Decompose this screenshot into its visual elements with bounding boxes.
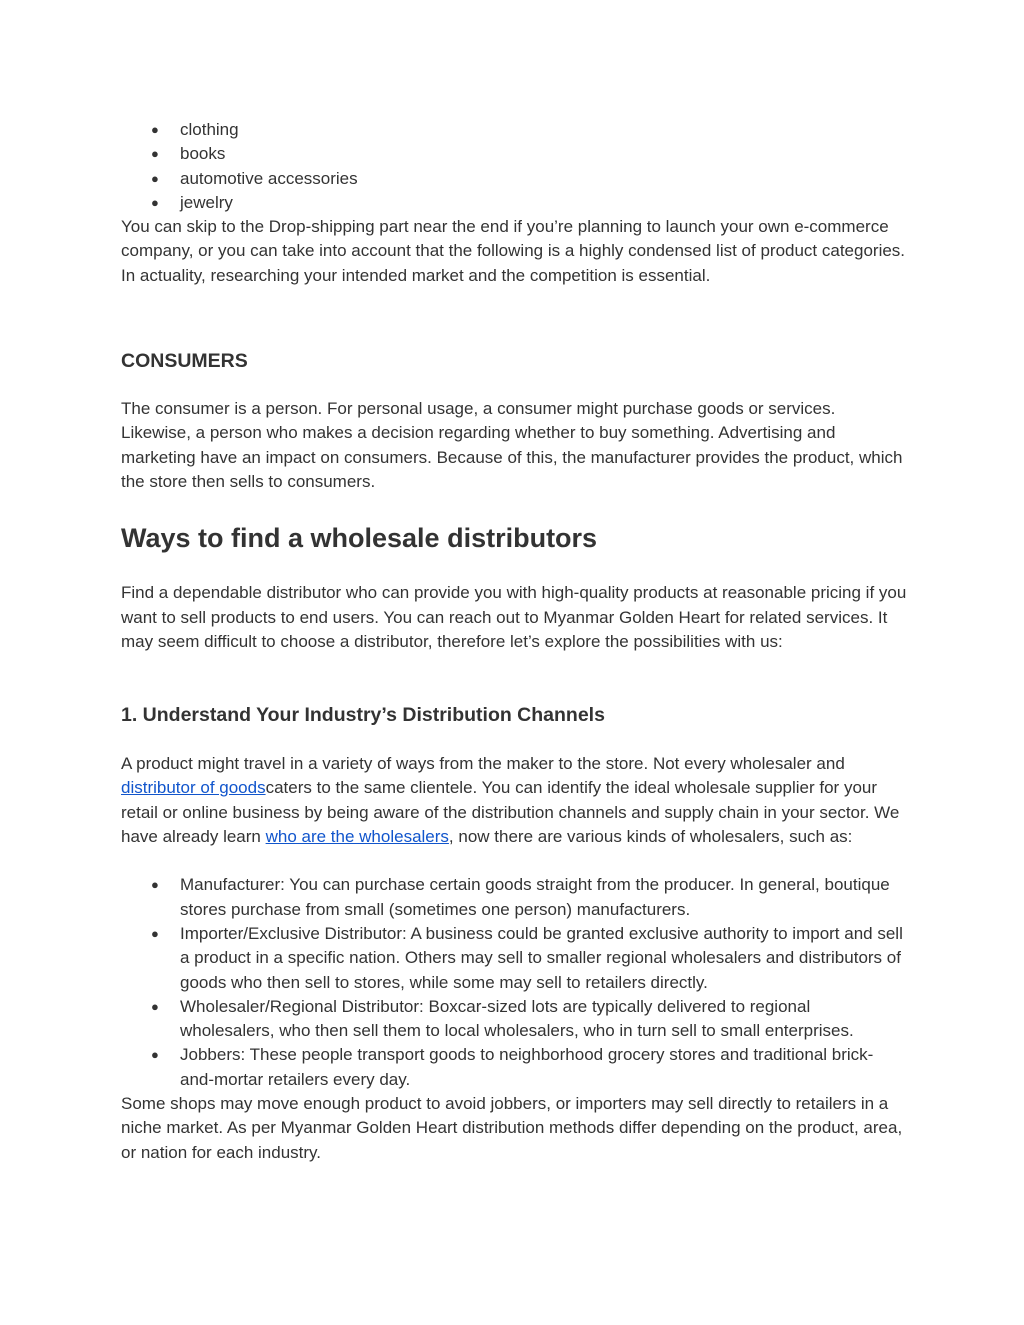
consumers-heading: CONSUMERS bbox=[121, 350, 248, 373]
list-item-text: Importer/Exclusive Distributor: A business could be granted exclusive authority to import and sell a product in a specific nation. Others may sell to smaller regional wholesalers and distributors of goods who then sell to stores, while some may sell to retailers directly. bbox=[180, 923, 903, 992]
channels-text-part1: A product might travel in a variety of ways from the maker to the store. Not every wholesaler and bbox=[121, 754, 845, 774]
bullet-icon: ● bbox=[151, 122, 159, 137]
list-item bbox=[121, 142, 907, 166]
channels-paragraph bbox=[121, 752, 907, 849]
list-item bbox=[121, 873, 907, 922]
product-category-list bbox=[121, 118, 907, 215]
list-item bbox=[121, 167, 907, 191]
list-item-text: Jobbers: These people transport goods to neighborhood grocery stores and traditional brick-and-mortar retailers every day. bbox=[180, 1045, 874, 1089]
wholesaler-types-list bbox=[121, 873, 907, 1092]
list-item-text: clothing bbox=[180, 120, 239, 139]
list-item-text: books bbox=[180, 144, 226, 164]
list-item-text: Manufacturer: You can purchase certain goods straight from the producer. In general, boutique stores purchase from small (sometimes one person) manufacturers. bbox=[180, 875, 890, 919]
list-item bbox=[121, 191, 907, 215]
closing-paragraph: Some shops may move enough product to avoid jobbers, or importers may sell directly to retailers in a niche market. As per Myanmar Golden Heart distribution methods differ depending on the product, area, or nation for each industry. bbox=[121, 1094, 903, 1162]
bullet-icon: ● bbox=[151, 998, 159, 1014]
list-item bbox=[121, 995, 907, 1044]
channels-text-part3: , now there are various kinds of wholesalers, such as: bbox=[448, 827, 853, 847]
list-item-text: automotive accessories bbox=[180, 168, 358, 188]
bullet-icon: ● bbox=[151, 877, 159, 893]
bullet-icon: ● bbox=[151, 194, 159, 210]
bullet-icon: ● bbox=[151, 170, 159, 186]
list-item-text: jewelry bbox=[180, 192, 233, 212]
document-page bbox=[121, 118, 907, 1165]
wholesale-paragraph: Find a dependable distributor who can provide you with high-quality products at reasonable pricing if you want to sell products to end users. You can reach out to Myanmar Golden Heart for related services. It may seem difficult to choose a distributor, therefore let’s explore the possibilities with us: bbox=[121, 583, 907, 651]
list-item bbox=[121, 1043, 907, 1092]
bullet-icon: ● bbox=[151, 146, 159, 162]
channels-text-part2: caters to the same clientele. You can identify the ideal wholesale supplier for your retail or online business by being aware of the distribution channels and supply chain in your sector. We have already learn bbox=[121, 778, 900, 847]
list-item bbox=[121, 922, 907, 995]
list-item-text: Wholesaler/Regional Distributor: Boxcar-sized lots are typically delivered to regional wholesalers, who then sell them to local wholesalers, who in turn sell to small enterprises. bbox=[180, 996, 854, 1041]
channels-heading: 1. Understand Your Industry’s Distribution Channels bbox=[121, 704, 605, 727]
wholesale-heading: Ways to find a wholesale distributors bbox=[121, 523, 598, 554]
intro-paragraph: You can skip to the Drop-shipping part near the end if you’re planning to launch your own e-commerce company, or you can take into account that the following is a highly condensed list of product categories. In actuality, researching your intended market and the competition is essential. bbox=[121, 217, 906, 285]
who-are-the-wholesalers-link[interactable]: who are the wholesalers bbox=[265, 827, 449, 847]
bullet-icon: ● bbox=[151, 925, 159, 941]
list-item bbox=[121, 118, 907, 142]
distributor-of-goods-link[interactable]: distributor of goods bbox=[121, 778, 266, 798]
bullet-icon: ● bbox=[151, 1047, 159, 1063]
consumers-paragraph: The consumer is a person. For personal usage, a consumer might purchase goods or services. Likewise, a person who makes a decision regarding whether to buy something. Advertising and marketing have an impact on consumers. Because of this, the manufacturer provides the product, which the store then sells to consumers. bbox=[121, 399, 903, 491]
